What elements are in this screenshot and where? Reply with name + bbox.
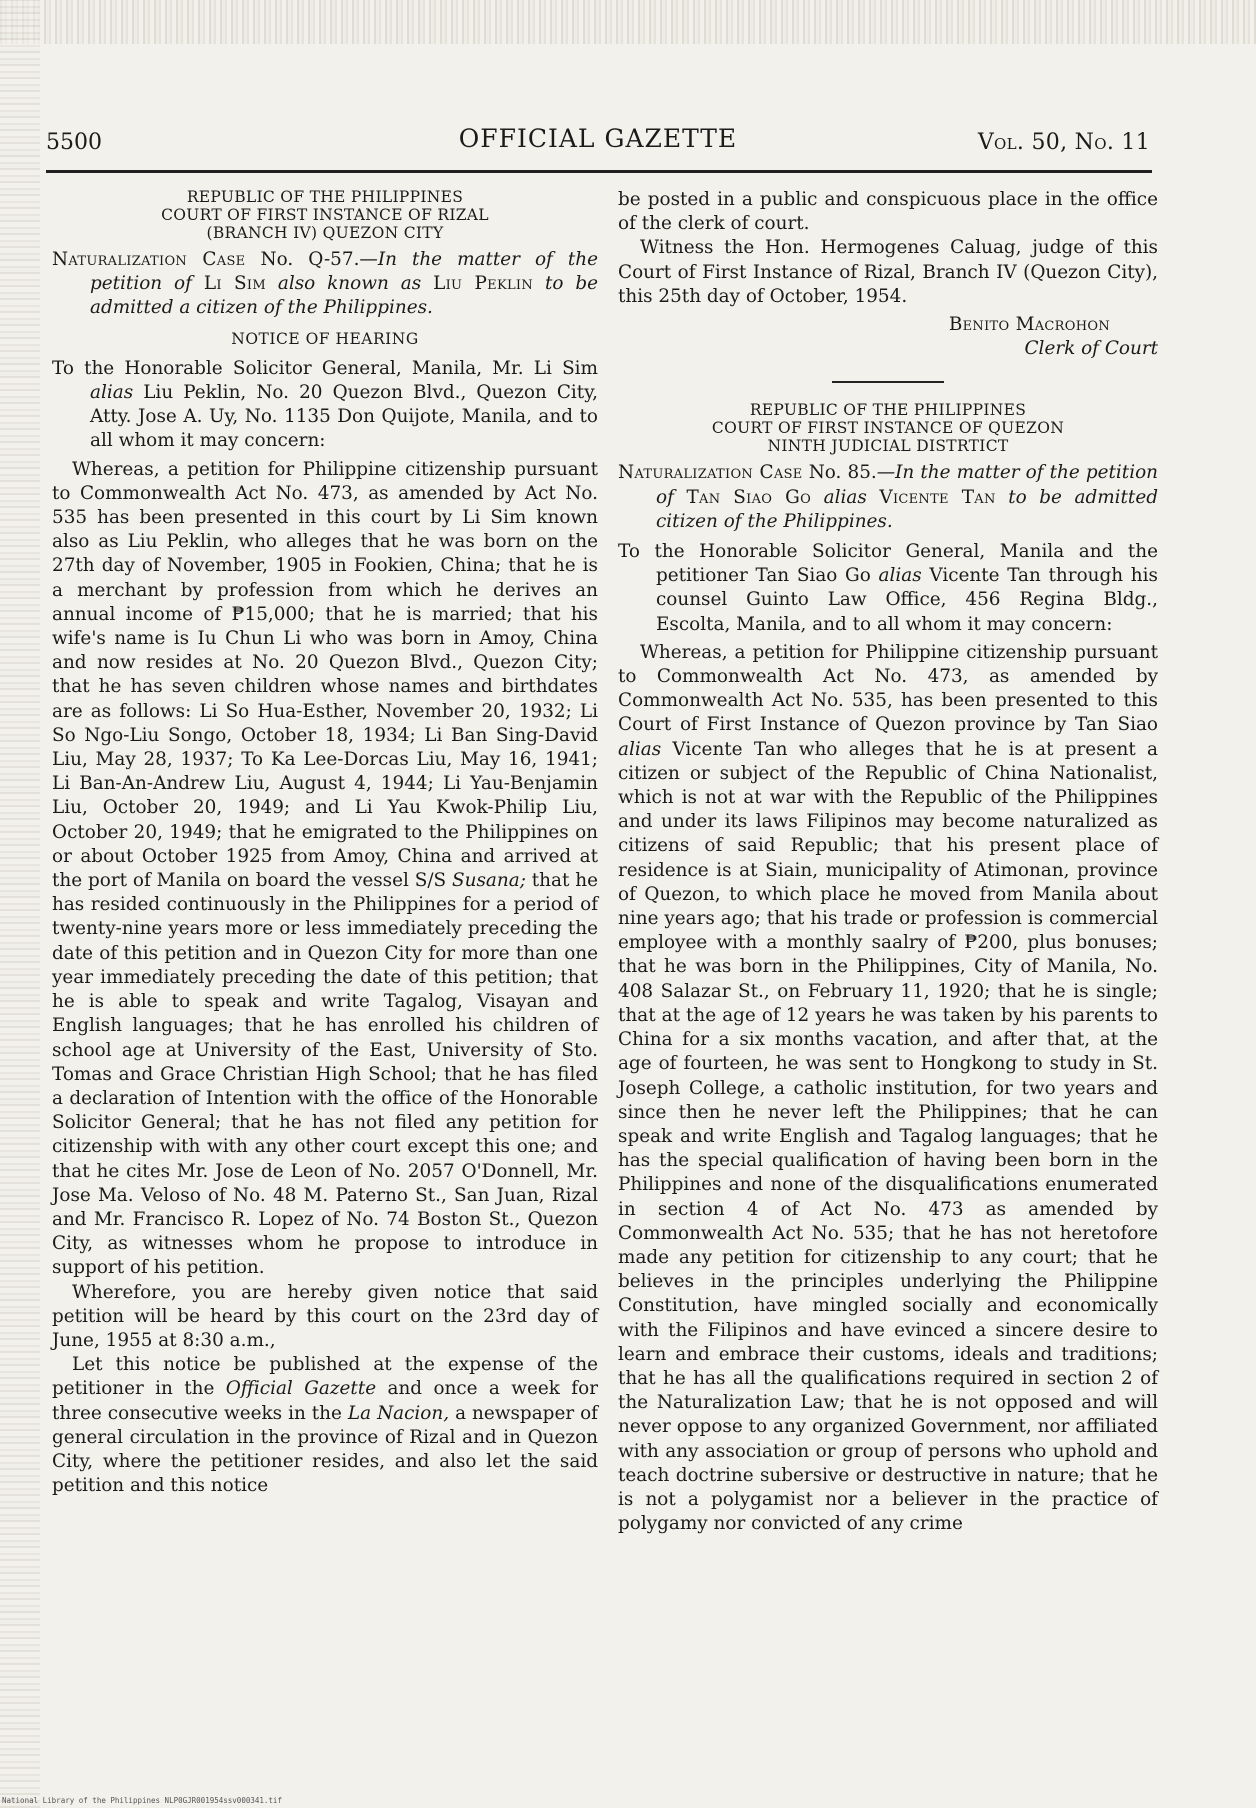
paragraph-text: Whereas, a petition for Philippine citizenship pursuant to Commonwealth Act No. 473, as amended by Act No. 535 has been presented in this court by Li Sim known also as Liu Peklin, who alleges that he was born on the 27th day of November, 1905 in Fookien, China; that he is a merchant by profession from which he derives an annual income of ₱15,000; that he is married; that his wife's name is Iu Chun Li who was born in Amoy, China and now resides at No. 20 Quezon Blvd., Quezon City; that he has seven children whose names and birthdates are as follows: Li So Hua-Esther, November 20, 1932; Li So Ngo-Liu Songo, October 18, 1934; Li Ban Sing-David Liu, May 28, 1937; To Ka Lee-Dorcas Liu, May 16, 1941; Li Ban-An-Andrew Liu, August 4, 1944; Li Yau-Benjamin Liu, October 20, 1949; and Li Yau Kwok-Philip Liu, October 20, 1949; that he emigrated to the Philippines on or about October 1925 from Amoy, China and arrived at the port of Manila on board the vessel S/S — [52, 458, 598, 892]
addressee-block — [52, 357, 598, 454]
addressee-text: Vicente Tan through his counsel Guinto Law Office, 456 Regina Bldg., Escolta, Manila, and to all whom it may concern: — [656, 565, 1158, 635]
page-header — [46, 124, 1150, 164]
paragraph-text: that he has resided continuously in the Philippines for a period of twenty-nine years more or less immediately preceding the date of this petition and in Quezon City for more than one year immediately preceding the date of this petition; that he is able to speak and write Tagalog, Visayan and English languages; that he has enrolled his children of school age at University of the East, University of Sto. Tomas and Grace Christian High School; that he has filed a declaration of Intention with the office of the Honorable Solicitor General; that he has not filed any petition for citizenship with with any other court except this one; and that he cites Mr. Jose de Leon of No. 2057 O'Donnell, Mr. Jose Ma. Veloso of No. 48 M. Paterno St., San Juan, Rizal and Mr. Francisco R. Lopez of No. 74 Boston St., Quezon City, as witnesses whom he propose to introduce in support of his petition. — [52, 870, 598, 1279]
petition-paragraph — [52, 458, 598, 1281]
header-rule — [46, 170, 1152, 173]
alias-word: alias — [618, 738, 662, 760]
court-heading-line: COURT OF FIRST INSTANCE OF RIZAL — [161, 206, 489, 224]
case-text: also known as — [277, 273, 422, 295]
case-number: No. Q-57. — [260, 249, 360, 270]
case-text: to be admitted citizen of the Philippines. — [656, 486, 1158, 532]
publication-title: OFFICIAL GAZETTE — [458, 124, 738, 153]
case-number: No. 85. — [808, 462, 877, 484]
right-column — [618, 188, 1158, 1536]
paragraph-text: a newspaper of general circulation in the province of Rizal and in Quezon City, where the petitioner resides, and also let the said petition and this notice — [52, 1402, 598, 1497]
case-label: Naturalization Case — [52, 249, 246, 270]
continuation-paragraph: be posted in a public and conspicuous place in the office of the clerk of court. — [618, 189, 1158, 235]
case-title-85 — [618, 461, 1158, 534]
section-divider — [832, 381, 944, 383]
petitioner-name: Li Sim — [203, 273, 266, 295]
case-text: to be admitted a citizen of the Philippines. — [90, 273, 598, 319]
court-heading-quezon — [618, 401, 1158, 455]
clerk-title: Clerk of Court — [1024, 338, 1158, 360]
case-text: —In the matter of the petition of — [90, 249, 598, 295]
petitioner-name: Tan Siao Go — [686, 486, 812, 508]
scan-noise-left — [0, 0, 40, 1808]
witness-paragraph: Witness the Hon. Hermogenes Caluag, judge of this Court of First Instance of Rizal, Branch IV (Quezon City), this 25th day of October, 1954. — [618, 237, 1158, 307]
court-heading-line: NINTH JUDICIAL DISTRTICT — [767, 437, 1009, 456]
publication-name: Official Gazette — [225, 1378, 377, 1400]
addressee-text: To the Honorable Solicitor General, Manila and the petitioner Tan Siao Go — [618, 541, 1158, 587]
archive-stamp: National Library of the Philippines NLP0GJR001954ssv000341.tif — [2, 1796, 282, 1805]
paragraph-text: Let this notice be published at the expense of the petitioner in the — [52, 1354, 598, 1400]
scan-noise-top — [0, 0, 1256, 44]
petition-paragraph — [618, 641, 1158, 1537]
paragraph-text: and once a week for three consecutive weeks in the — [52, 1378, 598, 1424]
case-title-q57 — [52, 248, 598, 321]
court-heading-line: REPUBLIC OF THE PHILIPPINES — [186, 188, 464, 206]
court-heading-line: COURT OF FIRST INSTANCE OF QUEZON — [711, 419, 1065, 438]
hearing-paragraph: Wherefore, you are hereby given notice that said petition will be heard by this court on the 23rd day of June, 1955 at 8:30 a.m., — [52, 1281, 598, 1351]
court-heading-line: (BRANCH IV) QUEZON CITY — [206, 224, 444, 242]
case-text: —In the matter of the petition of — [656, 462, 1158, 508]
addressee-text: Liu Peklin, No. 20 Quezon Blvd., Quezon City, Atty. Jose A. Uy, No. 1135 Don Quijote, Manila, and to all whom it may concern: — [90, 382, 598, 452]
petitioner-alias: Vicente Tan — [879, 486, 996, 508]
paragraph-text: Whereas, a petition for Philippine citizenship pursuant to Commonwealth Act No. 473, as amended by Commonwealth Act No. 535, has been presented to this Court of First Instance of Quezon province by Tan Siao — [618, 641, 1158, 736]
page-number: 5500 — [46, 130, 102, 155]
addressee-text: To the Honorable Solicitor General, Manila, Mr. Li Sim — [52, 357, 598, 379]
left-column — [52, 188, 598, 1498]
alias-word: alias — [90, 382, 134, 404]
petitioner-alias: Liu Peklin — [433, 273, 534, 295]
case-label: Naturalization Case — [618, 462, 803, 484]
court-heading-line: REPUBLIC OF THE PHILIPPINES — [749, 401, 1027, 420]
publication-paragraph — [52, 1353, 598, 1498]
newspaper-name: La Nacion, — [347, 1402, 450, 1424]
clerk-name: Benito Macrohon — [948, 314, 1110, 336]
volume-number: Vol. 50, No. 11 — [977, 130, 1150, 155]
vessel-name: Susana; — [452, 870, 526, 892]
court-heading-rizal — [52, 188, 598, 242]
alias-word: alias — [878, 565, 922, 587]
addressee-block — [618, 540, 1158, 637]
alias-word: alias — [823, 486, 867, 508]
notice-heading: NOTICE OF HEARING — [231, 329, 419, 348]
paragraph-text: Vicente Tan who alleges that he is at present a citizen or subject of the Republic of China Nationalist, which is not at war with the Republic of the Philippines and under its laws Filipinos may become naturalized as citizens of said Republic; that his present place of residence is at Siain, municipality of Atimonan, province of Quezon, to which place he moved from Manila about nine years ago; that his trade or profession is commercial employee with a monthly saalry of ₱200, plus bonuses; that he was born in the Philippines, City of Manila, No. 408 Salazar St., on February 11, 1920; that he is single; that at the age of 12 years he was taken by his parents to China for a six months vacation, and after that, at the age of fourteen, he was sent to Hongkong to study in St. Joseph College, a catholic institution, for two years and since then he never left the Philippines; that he can speak and write English and Tagalog languages; that he has the special qualification of having been born in the Philippines and none of the disqualifications enumerated in section 4 of Act No. 473 as amended by Commonwealth Act No. 535; that he has not heretofore made any petition for citizenship to any court; that he believes in the principles underlying the Philippine Constitution, have mingled socially and economically with the Filipinos and have evinced a sincere desire to learn and embrace their customs, ideals and traditions; that he has all the qualifications required in section 2 of the Naturalization Law; that he is not opposed and will never oppose to any organized Government, nor affiliated with any association or group of persons who uphold and teach doctrine subersive or destructive in nature; that he is not a polygamist nor a believer in the practice of polygamy nor convicted of any crime — [618, 738, 1158, 1535]
